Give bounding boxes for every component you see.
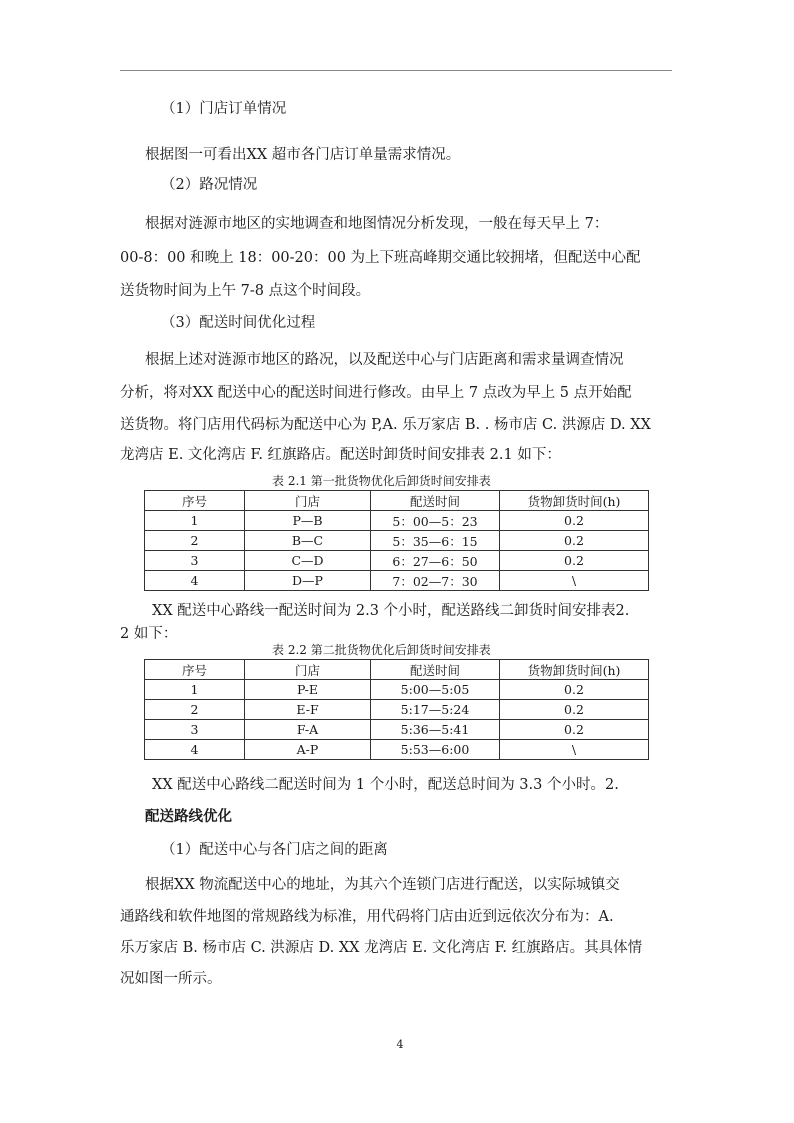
section-heading-route-optimization: 配送路线优化 (145, 809, 232, 825)
table-cell: 6：27—6：50 (371, 551, 500, 571)
paragraph-road-line2: 00-8：00 和晚上 18：00-20：00 为上下班高峰期交通比较拥堵，但配送中心配 (120, 250, 641, 266)
table-row (145, 511, 649, 531)
table-cell: 0.2 (500, 551, 649, 571)
paragraph-road-line1: 根据对涟源市地区的实地调查和地图情况分析发现，一般在每天早上 7： (145, 216, 609, 232)
table1-header-store: 门店 (245, 491, 371, 511)
paragraph-route2-line1: XX 配送中心路线二配送时间为 1 个小时，配送总时间为 3.3 个小时。2. (152, 777, 619, 793)
paragraph-distance-line4: 况如图一所示。 (120, 971, 222, 987)
table-cell: 0.2 (500, 720, 649, 740)
table2-header-index: 序号 (145, 660, 245, 680)
table-row (145, 740, 649, 760)
table-row (145, 571, 649, 591)
table-cell: 0.2 (500, 680, 649, 700)
heading-time-optimization: （3）配送时间优化过程 (161, 315, 316, 331)
paragraph-route1-line1: XX 配送中心路线一配送时间为 2.3 个小时，配送路线二卸货时间安排表2. (152, 603, 630, 619)
paragraph-opt-line1: 根据上述对涟源市地区的路况，以及配送中心与门店距离和需求量调查情况 (145, 352, 624, 368)
table1 (144, 490, 649, 591)
paragraph-opt-line3: 送货物。将门店用代码标为配送中心为 P,A. 乐万家店 B. . 杨市店 C. 洪源店 D. XX (120, 417, 651, 433)
table2-header-unload: 货物卸货时间(h) (500, 660, 649, 680)
table-cell: F-A (245, 720, 371, 740)
heading-store-orders: （1）门店订单情况 (161, 101, 287, 117)
heading-distance: （1）配送中心与各门店之间的距离 (161, 842, 388, 858)
table1-header-time: 配送时间 (371, 491, 500, 511)
table-cell: 0.2 (500, 511, 649, 531)
table1-header-index: 序号 (145, 491, 245, 511)
table-cell: 1 (145, 511, 245, 531)
page-number: 4 (396, 1038, 404, 1051)
table-cell: 5:00—5:05 (371, 680, 500, 700)
table-cell: D—P (245, 571, 371, 591)
table-cell: A-P (245, 740, 371, 760)
table-cell: 5：35—6：15 (371, 531, 500, 551)
paragraph-orders: 根据图一可看出XX 超市各门店订单量需求情况。 (145, 147, 461, 163)
heading-road-conditions: （2）路况情况 (161, 177, 258, 193)
table-cell: 5:53—6:00 (371, 740, 500, 760)
table-cell: E-F (245, 700, 371, 720)
table1-header-row (145, 491, 649, 511)
paragraph-opt-line2: 分析，将对XX 配送中心的配送时间进行修改。由早上 7 点改为早上 5 点开始配 (120, 385, 632, 401)
table-cell: C—D (245, 551, 371, 571)
paragraph-road-line3: 送货物时间为上午 7-8 点这个时间段。 (120, 283, 371, 299)
table-row (145, 720, 649, 740)
table-cell: 3 (145, 551, 245, 571)
table-cell: 5:17—5:24 (371, 700, 500, 720)
table-cell: P—B (245, 511, 371, 531)
table1-header-unload: 货物卸货时间(h) (500, 491, 649, 511)
table-cell: 2 (145, 700, 245, 720)
table2 (144, 659, 649, 760)
table-cell: 4 (145, 571, 245, 591)
paragraph-route1-line2: 2 如下： (120, 626, 178, 642)
table-cell: 7：02—7：30 (371, 571, 500, 591)
table-cell: P-E (245, 680, 371, 700)
paragraph-opt-line4: 龙湾店 E. 文化湾店 F. 红旗路店。配送时卸货时间安排表 2.1 如下： (120, 447, 561, 463)
table-row (145, 700, 649, 720)
paragraph-distance-line2: 通路线和软件地图的常规路线为标准，用代码将门店由近到远依次分布为：A. (120, 909, 614, 925)
table-cell: 4 (145, 740, 245, 760)
table1-caption: 表 2.1 第一批货物优化后卸货时间安排表 (272, 474, 491, 488)
table2-header-store: 门店 (245, 660, 371, 680)
table-cell: 2 (145, 531, 245, 551)
table-cell: 5:36—5:41 (371, 720, 500, 740)
table-cell: 5：00—5：23 (371, 511, 500, 531)
table-cell: 0.2 (500, 700, 649, 720)
table-cell: \ (500, 571, 649, 591)
table-cell: 1 (145, 680, 245, 700)
table-cell: B—C (245, 531, 371, 551)
table-cell: \ (500, 740, 649, 760)
paragraph-distance-line1: 根据XX 物流配送中心的地址，为其六个连锁门店进行配送，以实际城镇交 (145, 877, 620, 893)
table2-caption: 表 2.2 第二批货物优化后卸货时间安排表 (272, 643, 491, 657)
table-row (145, 551, 649, 571)
table-cell: 0.2 (500, 531, 649, 551)
table-row (145, 531, 649, 551)
table2-header-time: 配送时间 (371, 660, 500, 680)
paragraph-distance-line3: 乐万家店 B. 杨市店 C. 洪源店 D. XX 龙湾店 E. 文化湾店 F. 红旗路店。其具体情 (120, 940, 643, 956)
table-row (145, 680, 649, 700)
header-rule (120, 70, 672, 71)
table2-header-row (145, 660, 649, 680)
table-cell: 3 (145, 720, 245, 740)
